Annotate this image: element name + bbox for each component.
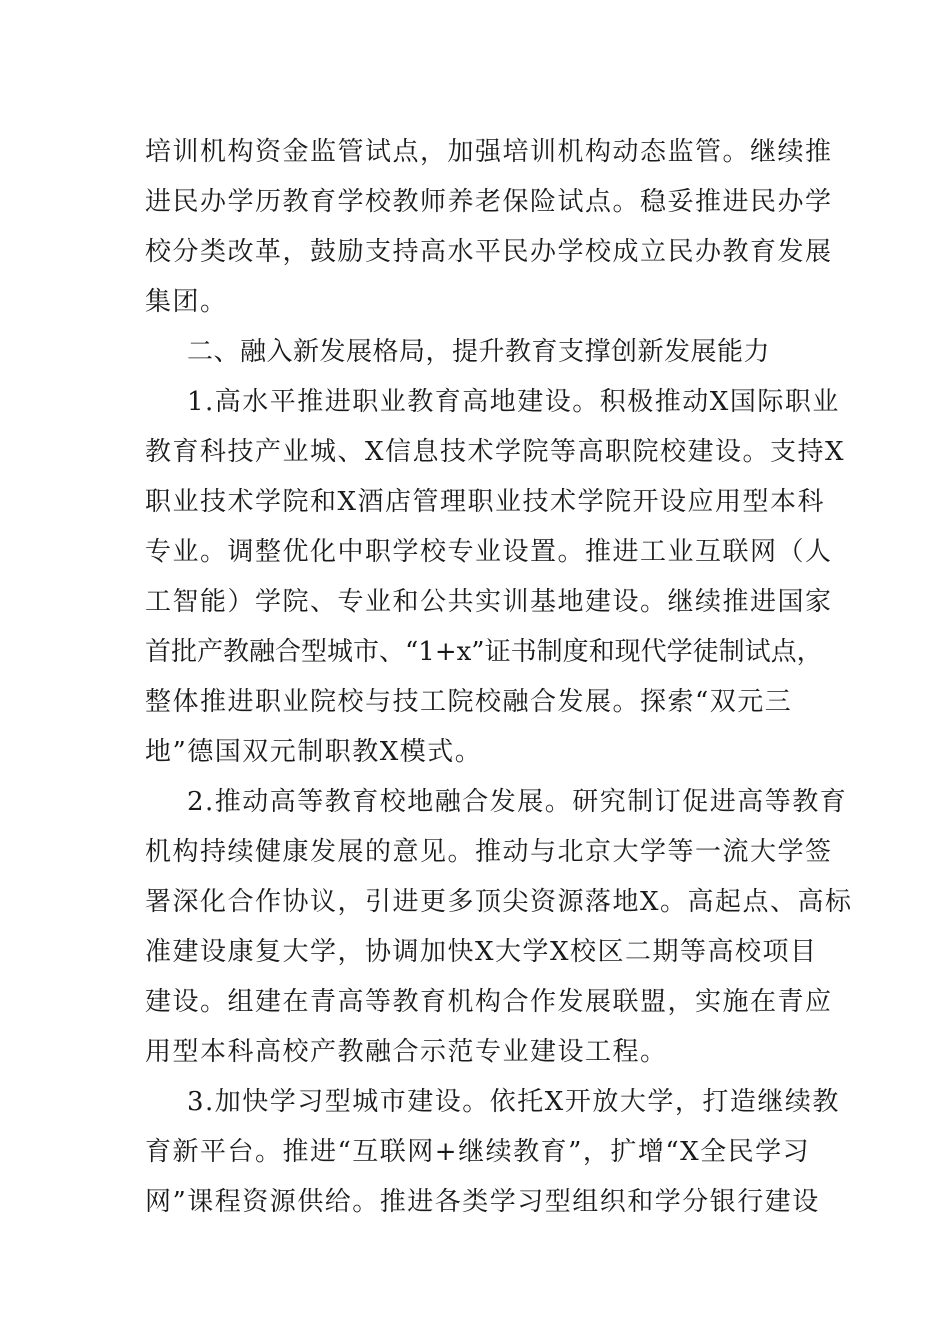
paragraph-line: 网”课程资源供给。推进各类学习型组织和学分银行建设 — [145, 1187, 820, 1217]
paragraph-line: 教育科技产业城、X信息技术学院等高职院校建设。支持X — [145, 437, 846, 467]
paragraph-line: 专业。调整优化中职学校专业设置。推进工业互联网（人 — [145, 537, 833, 567]
paragraph-line: 工智能）学院、专业和公共实训基地建设。继续推进国家 — [145, 587, 833, 617]
paragraph-line: 署深化合作协议，引进更多顶尖资源落地X。高起点、高标 — [145, 887, 853, 917]
paragraph-line: 建设。组建在青高等教育机构合作发展联盟，实施在青应 — [145, 987, 833, 1017]
paragraph-line: 准建设康复大学，协调加快X大学X校区二期等高校项目 — [145, 937, 818, 967]
paragraph-line: 育新平台。推进“互联网+继续教育”，扩增“X全民学习 — [145, 1137, 811, 1167]
section-heading: 二、融入新发展格局，提升教育支撑创新发展能力 — [187, 337, 771, 367]
paragraph-line: 地”德国双元制职教X模式。 — [145, 737, 483, 767]
paragraph-line: 首批产教融合型城市、“1+x”证书制度和现代学徒制试点， — [145, 637, 823, 667]
paragraph-line: 3.加快学习型城市建设。依托X开放大学，打造继续教 — [187, 1087, 840, 1117]
paragraph-line: 培训机构资金监管试点，加强培训机构动态监管。继续推 — [145, 137, 833, 167]
paragraph-line: 集团。 — [145, 287, 228, 317]
paragraph-line: 2.推动高等教育校地融合发展。研究制订促进高等教育 — [187, 787, 848, 817]
paragraph-line: 1.高水平推进职业教育高地建设。积极推动X国际职业 — [187, 387, 840, 417]
paragraph-line: 进民办学历教育学校教师养老保险试点。稳妥推进民办学 — [145, 187, 833, 217]
paragraph-line: 整体推进职业院校与技工院校融合发展。探索“双元三 — [145, 687, 793, 717]
paragraph-line: 用型本科高校产教融合示范专业建设工程。 — [145, 1037, 668, 1067]
paragraph-line: 机构持续健康发展的意见。推动与北京大学等一流大学签 — [145, 837, 833, 867]
paragraph-line: 职业技术学院和X酒店管理职业技术学院开设应用型本科 — [145, 487, 826, 517]
paragraph-line: 校分类改革，鼓励支持高水平民办学校成立民办教育发展 — [145, 237, 833, 267]
